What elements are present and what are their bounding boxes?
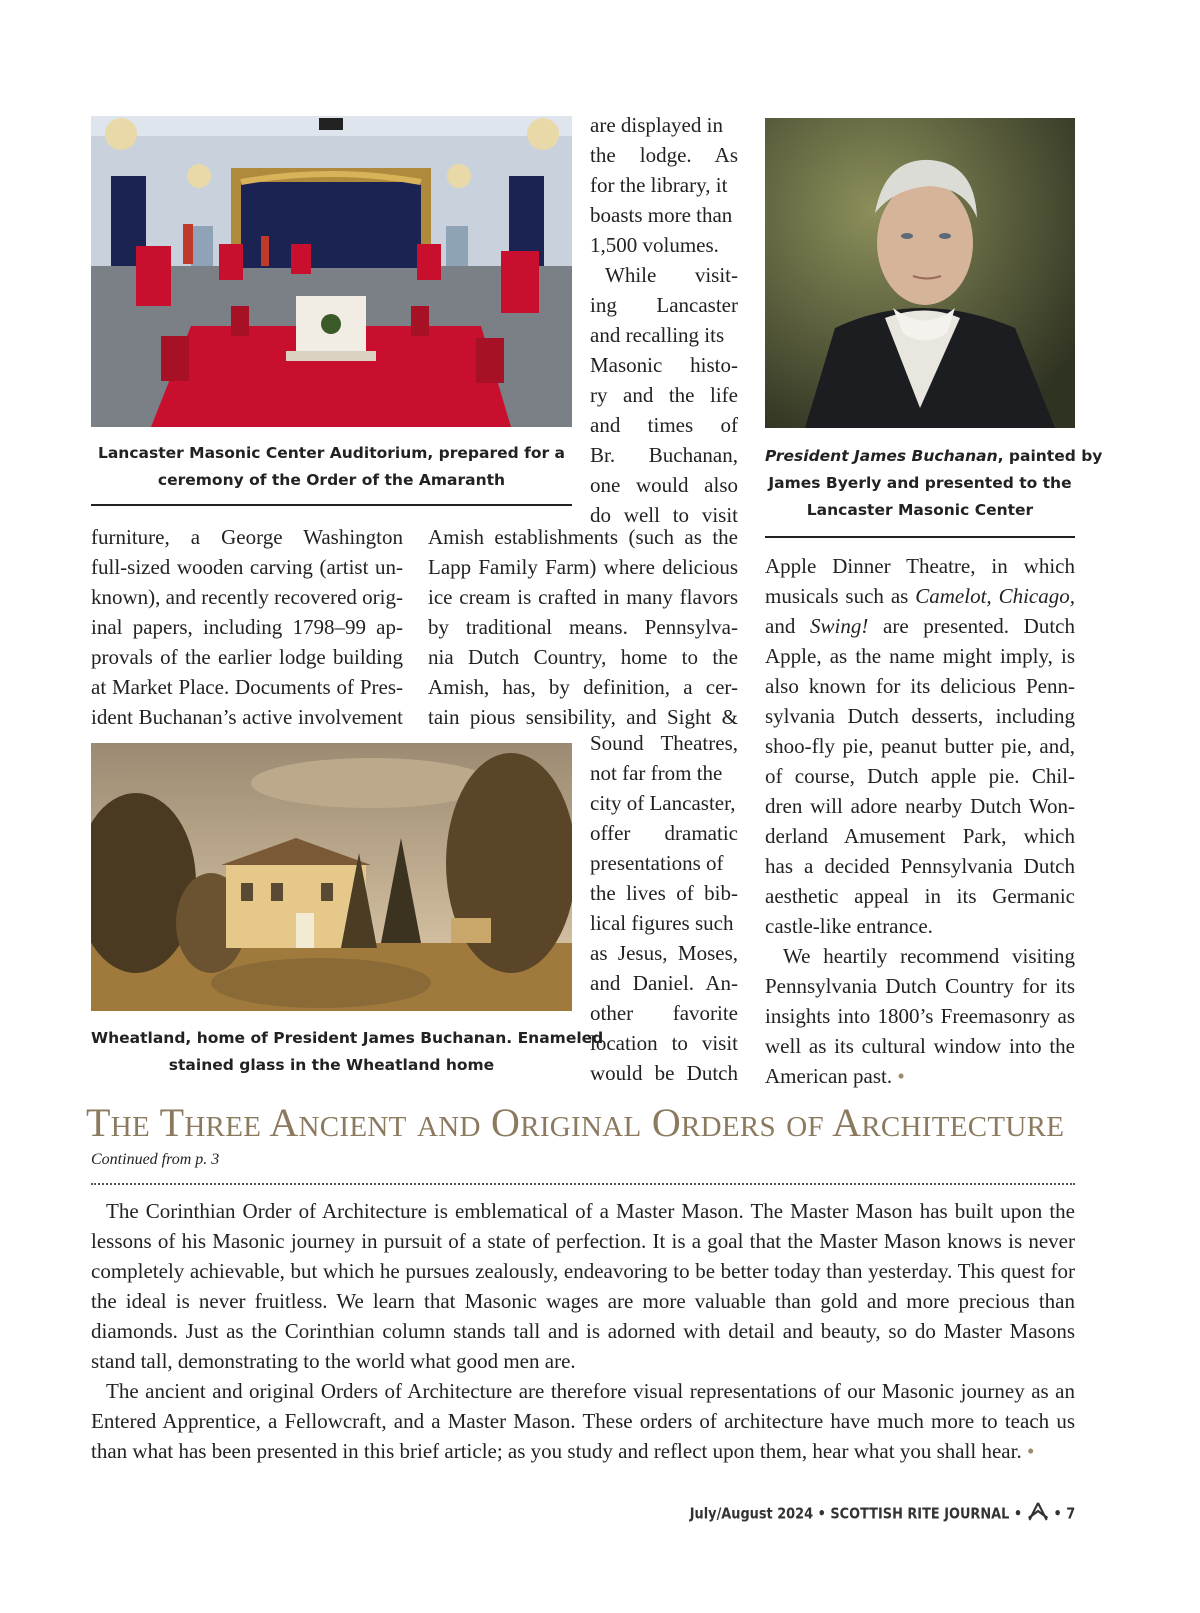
text-line: Pennsylvania Dutch Country for its xyxy=(765,974,1075,998)
text-line: would be Dutch xyxy=(590,1061,738,1085)
text-line: insights into 1800’s Freemasonry as xyxy=(765,1004,1075,1028)
caption-line: Wheatland, home of President James Buchanan. Enameled xyxy=(91,1029,604,1047)
text-segment: musicals such as xyxy=(765,584,916,608)
auditorium-caption xyxy=(91,440,572,494)
title-word xyxy=(417,1100,481,1145)
caption-line xyxy=(765,443,1103,470)
square-and-compasses-icon xyxy=(1026,1502,1048,1526)
text-line: Br. Buchanan, xyxy=(590,443,738,467)
text-line: Amish, has, by definition, a cer- xyxy=(428,675,738,699)
italic-title: Camelot, Chicago, xyxy=(915,584,1075,608)
text-line: other favorite xyxy=(590,1001,738,1025)
text-line: the lodge. As xyxy=(590,143,738,167)
text-line: aesthetic appeal in its Germanic xyxy=(765,884,1075,908)
right-column xyxy=(765,551,1075,1091)
title-word xyxy=(786,1100,824,1145)
text-line: dren will adore nearby Dutch Won- xyxy=(765,794,1075,818)
text-line xyxy=(765,611,1075,641)
text-line xyxy=(765,1061,1075,1091)
title-smallcaps: RCHITECTURE xyxy=(861,1111,1065,1143)
text-line: Sound Theatres, xyxy=(590,731,738,755)
journal-name: SCOTTISH RITE JOURNAL xyxy=(830,1504,1010,1523)
text-line: do well to visit xyxy=(590,503,738,527)
text-line: Apple, as the name might imply, is xyxy=(765,644,1075,668)
text-line: Amish establishments (such as the xyxy=(428,525,738,549)
title-cap: O xyxy=(491,1100,521,1145)
narrow-column-top xyxy=(590,110,738,530)
caption-line: stained glass in the Wheatland home xyxy=(168,1056,495,1074)
text-line: shoo-fly pie, peanut butter pie, and, xyxy=(765,734,1075,758)
title-smallcaps: OF xyxy=(786,1111,824,1143)
text-line: furniture, a George Washington xyxy=(91,525,403,549)
separator: • xyxy=(817,1504,826,1523)
caption-line: Lancaster Masonic Center Auditorium, prepared for a xyxy=(97,444,566,462)
buchanan-portrait xyxy=(765,118,1075,428)
text-line: of course, Dutch apple pie. Chil- xyxy=(765,764,1075,788)
text-line: nia Dutch Country, home to the xyxy=(428,645,738,669)
section-body xyxy=(91,1196,1075,1466)
text-line: one would also xyxy=(590,473,738,497)
text-line: sylvania Dutch desserts, including xyxy=(765,704,1075,728)
title-smallcaps: NCIENT xyxy=(298,1111,407,1143)
text-line: and Daniel. An- xyxy=(590,971,738,995)
wheatland-painting xyxy=(91,743,572,1011)
section-divider xyxy=(91,1183,1075,1185)
text-segment: and xyxy=(765,614,810,638)
text-line: known), and recently recovered orig- xyxy=(91,585,403,609)
title-word xyxy=(491,1100,642,1145)
text-line: as Jesus, Moses, xyxy=(590,941,738,965)
text-line: well as its cultural window into the xyxy=(765,1034,1075,1058)
title-smallcaps: HREE xyxy=(184,1111,262,1143)
text-line: location to visit xyxy=(590,1031,738,1055)
text-line: We heartily recommend visiting xyxy=(783,944,1075,968)
text-line: has a decided Pennsylvania Dutch xyxy=(765,854,1075,878)
title-smallcaps: HE xyxy=(110,1111,150,1143)
text-line: at Market Place. Documents of Pres- xyxy=(91,675,403,699)
text-line: full-sized wooden carving (artist un- xyxy=(91,555,403,579)
title-smallcaps: RIGINAL xyxy=(520,1111,642,1143)
paragraph xyxy=(91,1376,1075,1466)
caption-line: ceremony of the Order of the Amaranth xyxy=(157,471,506,489)
text-line: inal papers, including 1798–99 ap- xyxy=(91,615,403,639)
text-line: presentations of xyxy=(590,851,724,875)
page-footer xyxy=(690,1502,1075,1526)
text-line: city of Lancaster, xyxy=(590,791,736,815)
text-segment: are presented. Dutch xyxy=(868,614,1076,638)
caption-divider xyxy=(91,504,572,506)
title-word xyxy=(269,1100,406,1145)
title-cap: A xyxy=(269,1100,299,1145)
text-line: castle-like entrance. xyxy=(765,914,933,938)
paragraph-text: The ancient and original Orders of Architecture are therefore visual representations of our Masonic journey as an Entered Apprentice, a Fellowcraft, and a Master Mason. These orders of architecture have much more to teach us than what has been presented in this brief article; as you study and reflect upon them, hear what you shall hear. xyxy=(91,1379,1075,1463)
text-line: ing Lancaster xyxy=(590,293,738,317)
page-number: 7 xyxy=(1066,1504,1075,1523)
text-line: the lives of bib- xyxy=(590,881,738,905)
end-bullet: • xyxy=(1026,1439,1035,1463)
text-line: While visit- xyxy=(605,263,738,287)
title-word xyxy=(160,1100,262,1145)
title-cap: A xyxy=(832,1100,862,1145)
paragraph: The Corinthian Order of Architecture is emblematical of a Master Mason. The Master Mason has built upon the lessons of his Masonic journey in pursuit of a state of perfection. It is a goal that the Master Mason knows is never completely achievable, but which he pursues zealously, endeavoring to be better today than yesterday. This quest for the ideal is never fruitless. We learn that Masonic wages are more valuable than gold and more precious than diamonds. Just as the Corinthian column stands tall and is adorned with detail and beauty, so do Master Masons stand tall, demonstrating to the world what good men are. xyxy=(91,1199,1075,1373)
text-segment: American past. xyxy=(765,1064,893,1088)
auditorium-photo xyxy=(91,116,572,427)
text-line: by traditional means. Pennsylva- xyxy=(428,615,738,639)
title-word xyxy=(652,1100,776,1145)
title-word xyxy=(832,1100,1064,1145)
separator: • xyxy=(1053,1504,1062,1523)
text-line: Lapp Family Farm) where delicious xyxy=(428,555,738,579)
title-cap: O xyxy=(651,1100,681,1145)
caption-italic-name: President James Buchanan xyxy=(765,447,998,465)
left-column xyxy=(91,522,403,732)
title-word xyxy=(86,1100,150,1145)
text-line: Masonic histo- xyxy=(590,353,738,377)
text-line: tain pious sensibility, and Sight & xyxy=(428,705,738,729)
text-line: derland Amusement Park, which xyxy=(765,824,1075,848)
text-line: offer dramatic xyxy=(590,821,738,845)
wheatland-caption xyxy=(91,1025,604,1079)
caption-line: Lancaster Masonic Center xyxy=(806,501,1034,519)
text-line: Apple Dinner Theatre, in which xyxy=(765,554,1075,578)
title-smallcaps: RDERS xyxy=(681,1111,776,1143)
continued-note: Continued from p. 3 xyxy=(91,1151,220,1168)
text-line: provals of the earlier lodge building xyxy=(91,645,403,669)
section-title xyxy=(86,1099,1064,1146)
title-smallcaps: AND xyxy=(416,1111,481,1143)
text-line: ice cream is crafted in many flavors xyxy=(428,585,738,609)
portrait-caption xyxy=(765,443,1103,524)
text-line: also known for its delicious Penn- xyxy=(765,674,1075,698)
separator: • xyxy=(1013,1504,1022,1523)
text-line: boasts more than xyxy=(590,203,733,227)
end-bullet: • xyxy=(897,1064,905,1088)
text-line xyxy=(765,581,1075,611)
italic-title: Swing! xyxy=(810,614,869,638)
text-line: are displayed in xyxy=(590,113,723,137)
title-cap: T xyxy=(159,1100,185,1145)
middle-column xyxy=(428,522,738,732)
text-line: and times of xyxy=(590,413,738,437)
text-line: ident Buchanan’s active involvement xyxy=(91,705,403,729)
text-line: for the library, it xyxy=(590,173,728,197)
title-cap: T xyxy=(86,1100,111,1145)
caption-line: James Byerly and presented to the xyxy=(768,474,1072,492)
text-line: not far from the xyxy=(590,761,723,785)
text-line: ry and the life xyxy=(590,383,738,407)
caption-text: , painted by xyxy=(997,447,1103,465)
text-line: lical figures such xyxy=(590,911,734,935)
text-line: 1,500 volumes. xyxy=(590,233,719,257)
narrow-column-bottom xyxy=(590,728,738,1088)
caption-divider xyxy=(765,536,1075,538)
text-line: and recalling its xyxy=(590,323,725,347)
issue-date: July/August 2024 xyxy=(689,1504,813,1523)
